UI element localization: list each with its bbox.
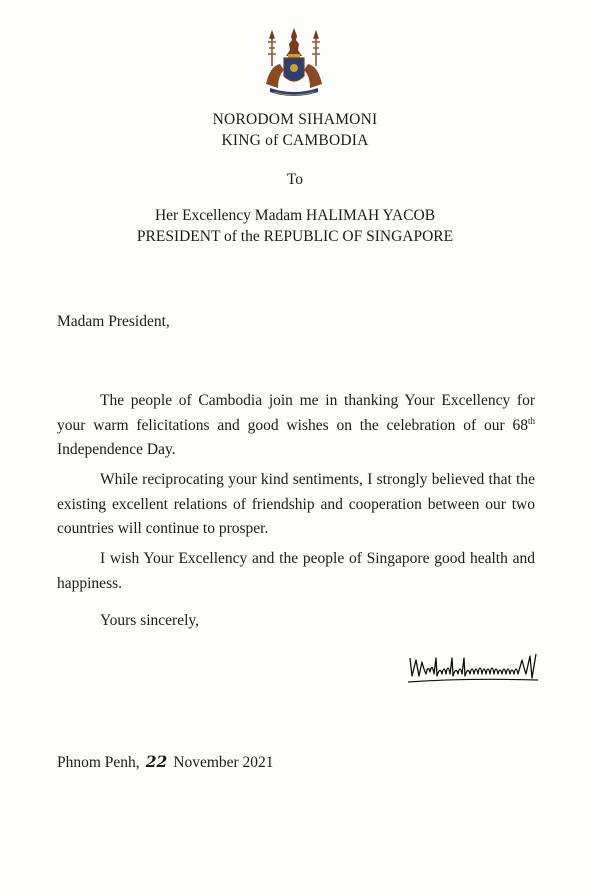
date-line [57, 752, 274, 772]
sender-title: KING of CAMBODIA [221, 132, 369, 149]
paragraph-2: While reciprocating your kind sentiments, I strongly believed that the existing excellent relations of friendship and cooperation between our two countries will continue to prosper. [57, 471, 535, 537]
sender-block [0, 109, 590, 151]
date-day: 22 [145, 752, 168, 771]
date-month-year: November 2021 [173, 754, 274, 771]
paragraph-1-text: The people of Cambodia join me in thanking Your Excellency for your warm felicitations and good wishes on the celebration of our 68 [57, 392, 535, 434]
recipient-name: Her Excellency Madam HALIMAH YACOB [154, 207, 436, 224]
signature [406, 648, 546, 688]
royal-coat-of-arms-icon [258, 26, 330, 102]
paragraph-1-tail: Independence Day. [57, 441, 176, 458]
recipient-block [0, 205, 590, 247]
salutation: Madam President, [57, 313, 170, 330]
to-label: To [286, 171, 304, 188]
paragraph-3: I wish Your Excellency and the people of Singapore good health and happiness. [57, 550, 535, 592]
paragraph-1 [57, 389, 535, 463]
sender-name: NORODOM SIHAMONI [212, 111, 378, 128]
ordinal-suffix: th [527, 415, 535, 426]
recipient-title: PRESIDENT of the REPUBLIC OF SINGAPORE [136, 228, 454, 245]
closing: Yours sincerely, [100, 612, 200, 629]
date-place: Phnom Penh, [57, 754, 140, 771]
